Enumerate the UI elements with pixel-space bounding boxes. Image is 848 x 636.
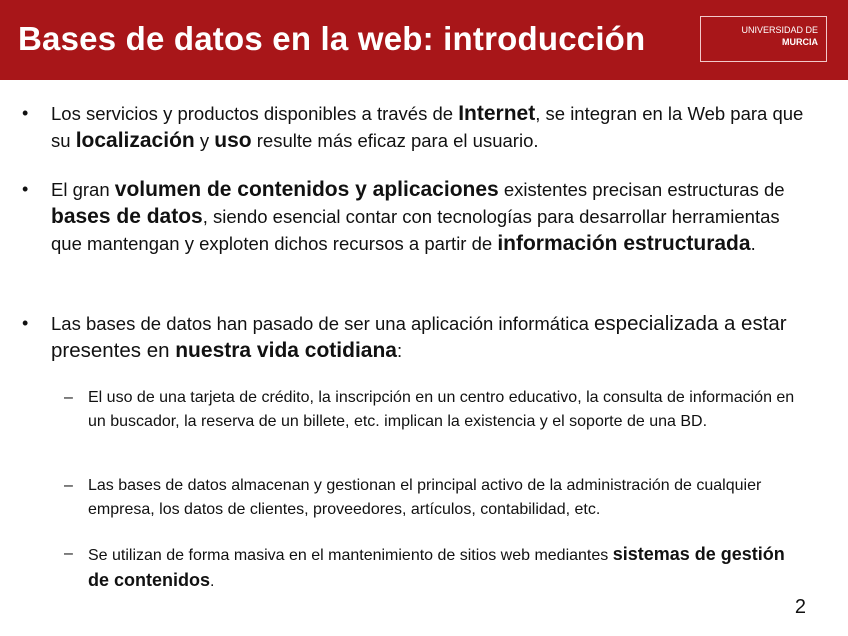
sub-bullet-text	[88, 542, 808, 594]
bullet-mark: •	[22, 103, 29, 123]
bullet-mark: •	[22, 179, 29, 199]
university-logo	[700, 16, 827, 62]
text-run: Los servicios y productos disponibles a través de	[51, 103, 459, 124]
text-run: y	[194, 130, 215, 151]
sub-bullet-mark: –	[64, 477, 73, 494]
text-run: , siendo esencial contar con tecnologías para desarrollar herramientas que mantengan y exploten dichos recursos a partir de	[51, 206, 780, 254]
page-number: 2	[794, 596, 806, 618]
logo-line-1: UNIVERSIDAD DE	[741, 25, 818, 35]
bullet-text	[51, 100, 811, 154]
slide-header	[0, 0, 848, 80]
text-run: , se integran en la Web para que su	[51, 103, 804, 151]
text-run: Las bases de datos han pasado de ser una aplicación informática	[51, 313, 595, 334]
logo-line-2: MURCIA	[782, 37, 818, 47]
emphasis-text: localización	[75, 129, 195, 152]
bullet-text	[51, 176, 811, 257]
text-run: existentes precisan estructuras de	[498, 179, 785, 200]
text-run: Se utilizan de forma masiva en el mantenimiento de sitios web mediantes	[88, 547, 613, 564]
sub-bullet-mark: –	[64, 389, 73, 406]
sub-bullet-text	[88, 474, 808, 522]
text-run: :	[396, 340, 403, 361]
sub-bullet-mark: –	[64, 545, 73, 562]
bullet-text	[51, 310, 811, 364]
text-run: .	[750, 233, 756, 254]
text-run: .	[210, 573, 215, 590]
text-run: resulte más eficaz para el usuario.	[251, 130, 539, 151]
emphasis-text: información estructurada	[497, 232, 751, 255]
sub-bullet-text	[88, 386, 808, 434]
emphasis-text: uso	[214, 129, 252, 152]
emphasis-text: volumen de contenidos y aplicaciones	[114, 178, 499, 201]
emphasis-text: bases de datos	[51, 205, 203, 228]
text-run: Las bases de datos almacenan y gestionan el principal activo de la administración de cualquier empresa, los datos de clientes, proveedores, artículos, contabilidad, etc.	[88, 477, 762, 518]
emphasis-text: sistemas de gestión de contenidos	[88, 544, 785, 590]
text-run: El uso de una tarjeta de crédito, la inscripción en un centro educativo, la consulta de información en un buscador, la reserva de un billete, etc. implican la existencia y el soporte de una BD.	[88, 389, 795, 430]
emphasis-text: Internet	[458, 102, 536, 125]
slide-title: Bases de datos en la web: introducción	[18, 20, 646, 57]
bullet-mark: •	[22, 313, 29, 333]
text-run: El gran	[51, 179, 115, 200]
emphasis-text: nuestra vida cotidiana	[175, 339, 397, 362]
text-run: especializada a estar presentes en	[51, 312, 787, 362]
